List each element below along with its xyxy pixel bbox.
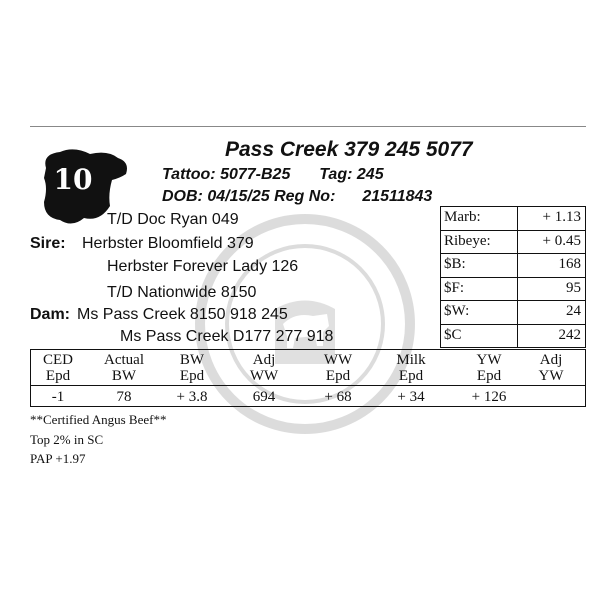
stat-row-ribeye	[441, 231, 585, 255]
stat-value: 95	[566, 279, 581, 296]
stat-label: $C	[444, 326, 462, 343]
epd-header-bw: BW Epd	[179, 352, 205, 384]
epd-header-ced: CED Epd	[43, 352, 73, 384]
epd-header-actual-bw: Actual BW	[104, 352, 144, 384]
epd-value-milk: + 34	[397, 389, 425, 405]
epd-value-adj-ww: 694	[252, 389, 276, 405]
dob-label: DOB:	[162, 188, 203, 205]
carcass-index-box	[440, 206, 586, 348]
stat-value: 168	[558, 256, 581, 272]
sire-label: Sire:	[30, 235, 66, 252]
lot-number: 10	[53, 163, 93, 196]
epd-value-yw: + 126	[471, 389, 507, 405]
epd-table	[30, 349, 586, 407]
stat-value: + 0.45	[542, 232, 581, 249]
tag-label: Tag:	[319, 166, 353, 183]
dob-reg-line	[162, 188, 432, 206]
stat-row-marb	[441, 207, 585, 231]
note-certified-angus: **Certified Angus Beef**	[30, 412, 167, 427]
dam-sire: T/D Nationwide 8150	[107, 284, 257, 301]
stat-row-f	[441, 278, 585, 302]
tag-value: 245	[356, 166, 384, 183]
sire-sire: T/D Doc Ryan 049	[107, 211, 239, 228]
dam-dam: Ms Pass Creek D177 277 918	[120, 328, 334, 345]
stat-value: 242	[558, 326, 581, 343]
stat-label: Ribeye:	[444, 232, 491, 249]
stat-value: 24	[566, 303, 581, 319]
epd-header-adj-ww: Adj WW	[249, 352, 279, 384]
epd-value-ww: + 68	[324, 389, 352, 405]
epd-header-yw: YW Epd	[476, 352, 502, 384]
dam-name: Ms Pass Creek 8150 918 245	[77, 306, 288, 323]
dob-value: 04/15/25	[207, 188, 270, 205]
reg-label: Reg No:	[274, 188, 336, 205]
tattoo-label: Tattoo:	[162, 166, 216, 183]
tattoo-value: 5077-B25	[220, 166, 291, 183]
sire-name: Herbster Bloomfield 379	[82, 235, 254, 252]
epd-value-actual-bw: 78	[116, 389, 132, 405]
note-pap: PAP +1.97	[30, 451, 86, 466]
stat-label: Marb:	[444, 209, 481, 225]
epd-header-adj-yw: Adj YW	[538, 352, 564, 384]
animal-name: Pass Creek 379 245 5077	[225, 138, 473, 161]
epd-header-ww: WW Epd	[323, 352, 353, 384]
stat-row-w	[441, 301, 585, 325]
top-divider	[30, 126, 586, 127]
stat-row-c	[441, 325, 585, 348]
sire-dam: Herbster Forever Lady 126	[107, 258, 299, 275]
epd-value-ced: -1	[51, 389, 65, 405]
note-top-sc: Top 2% in SC	[30, 432, 104, 447]
stat-label: $W:	[444, 303, 470, 319]
tattoo-tag-line	[162, 166, 384, 184]
stat-label: $B:	[444, 256, 466, 272]
stat-label: $F:	[444, 279, 465, 296]
epd-value-bw: + 3.8	[176, 389, 208, 405]
dam-label: Dam:	[30, 306, 71, 323]
epd-header-milk: Milk Epd	[396, 352, 426, 384]
stat-row-b	[441, 254, 585, 278]
stat-value: + 1.13	[542, 209, 581, 225]
reg-value: 21511843	[362, 188, 433, 205]
